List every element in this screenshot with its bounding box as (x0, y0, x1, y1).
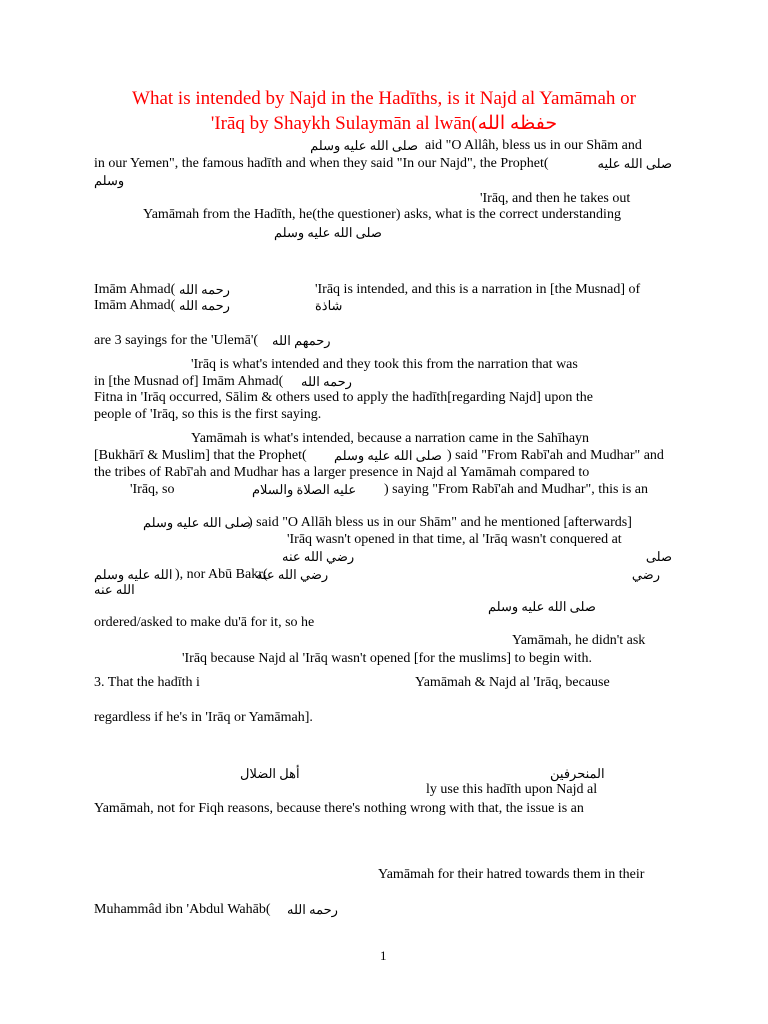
body-line: the tribes of Rabī'ah and Mudhar has a larger presence in Najd al Yamāmah compared to (94, 465, 590, 480)
body-line: ) said "From Rabī'ah and Mudhar" and (447, 448, 664, 463)
arabic-honorific: رحمه الله (179, 298, 230, 313)
arabic-word: رضي (631, 567, 660, 582)
arabic-salutation: صلى الله عليه وسلم (334, 448, 442, 463)
arabic-salutation: صلى الله عليه (597, 156, 672, 171)
body-line: [Bukhārī & Muslim] that the Prophet( (94, 448, 307, 463)
body-line: Yamāmah is what's intended, because a narration came in the Sahīhayn (191, 431, 590, 446)
arabic-salutation: صلى الله عليه وسلم (274, 225, 382, 240)
document-title-line-2 (0, 113, 768, 135)
body-line: Yamāmah, not for Fiqh reasons, because there's nothing wrong with that, the issue is an (94, 801, 584, 816)
body-line: Yamāmah for their hatred towards them in their (378, 867, 645, 882)
body-line: 'Irāq is intended, and this is a narration in [the Musnad] of (315, 282, 641, 297)
arabic-honorific: رحمه الله (287, 902, 338, 917)
body-line: ordered/asked to make du'ā for it, so he (94, 615, 315, 630)
title-line-2-text: 'Irāq by Shaykh Sulaymān al lwān( (210, 113, 478, 134)
document-title-line-1: What is intended by Najd in the Hadīths, is it Najd al Yamāmah or (132, 88, 636, 109)
body-line: in [the Musnad of] Imām Ahmad( (94, 374, 284, 389)
body-line: 'Irāq wasn't opened in that time, al 'Irāq wasn't conquered at (287, 532, 622, 547)
arabic-word: شاذة (315, 298, 343, 313)
arabic-honorific: رحمه الله (179, 282, 230, 297)
arabic-salutation: صلى الله عليه وسلم (143, 515, 251, 530)
body-line: people of 'Irāq, so this is the first saying. (94, 407, 322, 422)
body-line: 'Irāq because Najd al 'Irāq wasn't opened [for the muslims] to begin with. (182, 651, 592, 666)
body-line: Imām Ahmad( (94, 298, 176, 313)
arabic-honorific: رضي الله عنه (282, 549, 355, 564)
arabic-honorific: الله عنه (94, 582, 135, 597)
body-line: Muhammâd ibn 'Abdul Wahāb( (94, 902, 271, 917)
body-line: aid "O Allâh, bless us in our Shām and (425, 138, 642, 153)
arabic-honorific: رحمهم الله (272, 333, 331, 348)
body-line: 3. That the hadīth i (94, 675, 200, 690)
body-line: Yamāmah & Najd al 'Irāq, because (415, 675, 610, 690)
body-line: 'Irāq is what's intended and they took this from the narration that was (191, 357, 578, 372)
body-line: Imām Ahmad( (94, 282, 176, 297)
body-line: ) said "O Allāh bless us in our Shām" and he mentioned [afterwards] (248, 515, 632, 530)
body-line: 'Irāq, and then he takes out (480, 191, 631, 206)
arabic-salutation: عليه الصلاة والسلام (252, 482, 357, 497)
body-line: are 3 sayings for the 'Ulemā'( (94, 333, 259, 348)
arabic-honorific: رحمه الله (301, 374, 352, 389)
arabic-salutation: وسلم (94, 173, 125, 188)
body-line: 'Irāq, so (130, 482, 175, 497)
body-line: ) saying "From Rabī'ah and Mudhar", this is an (384, 482, 648, 497)
body-line: in our Yemen", the famous hadīth and when they said "In our Najd", the Prophet( (94, 156, 549, 171)
body-line: Yamāmah from the Hadīth, he(the questioner) asks, what is the correct understanding (143, 207, 621, 222)
body-line: ), nor Abū Bakr( (175, 567, 268, 582)
body-line: ly use this hadīth upon Najd al (426, 782, 598, 797)
arabic-phrase: المنحرفين (550, 766, 605, 781)
arabic-phrase: أهل الضلال (240, 766, 300, 781)
body-line: regardless if he's in 'Irāq or Yamāmah]. (94, 710, 313, 725)
arabic-word: صلى (645, 549, 672, 564)
body-line: Yamāmah, he didn't ask (512, 633, 646, 648)
title-honorific-arabic: حفظه الله (477, 113, 558, 134)
arabic-salutation: صلى الله عليه وسلم (488, 599, 596, 614)
body-line: Fitna in 'Irāq occurred, Sālim & others used to apply the hadīth[regarding Najd] upon the (94, 390, 594, 405)
arabic-salutation: صلى الله عليه وسلم (310, 138, 418, 153)
arabic-salutation: الله عليه وسلم (94, 567, 173, 582)
page-number: 1 (380, 948, 387, 963)
arabic-honorific: رضي الله عنه (256, 567, 329, 582)
